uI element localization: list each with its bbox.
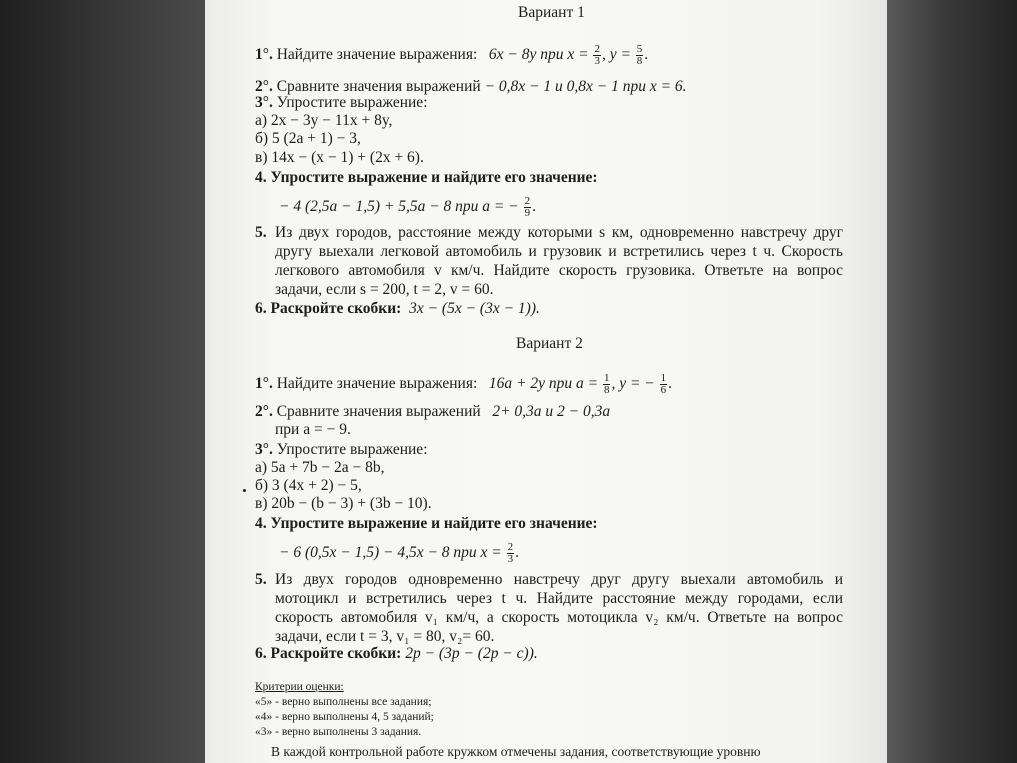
v2-task-2 <box>255 403 610 421</box>
task-expression: − 4 (2,5a − 1,5) + 5,5a − 8 при a = − <box>279 198 519 216</box>
footer-note: В каждой контрольной работе кружком отмечены задания, соответствующие уровню <box>271 744 761 759</box>
v1-task-3a: а) 2x − 3y − 11x + 8y, <box>255 112 393 129</box>
task-label: Найдите значение выражения: <box>276 375 478 393</box>
task-number: 2°. <box>255 78 273 95</box>
background-left <box>0 0 205 763</box>
v1-task-3 <box>255 94 428 112</box>
fraction: $\frac{1}{8}$ <box>603 372 610 396</box>
task-expression: 3x − (5x − (3x − 1)). <box>409 300 540 317</box>
task-number: 4. <box>255 515 267 532</box>
ink-dot <box>243 489 246 492</box>
v1-task-5-line-2: другу выехали легковой автомобиль и грузовик и встретились через t ч. Скорость <box>275 243 843 260</box>
fraction: $\frac{2}{9}$ <box>524 195 531 219</box>
task-number: 1°. <box>255 46 273 64</box>
v1-task-3b: б) 5 (2a + 1) − 3, <box>255 130 361 147</box>
task-expression: − 0,8x − 1 и 0,8x − 1 при x = 6. <box>484 78 687 95</box>
v2-task-5-line-2: мотоцикл и встретились через t ч. Найдите расстояние между городами, если <box>275 590 843 607</box>
v1-task-5-line-1: Из двух городов, расстояние между которыми s км, одновременно навстречу друг <box>275 224 843 241</box>
v2-task-3b: б) 3 (4x + 2) − 5, <box>255 477 362 494</box>
task-label: Упростите выражение и найдите его значение: <box>270 515 598 532</box>
task-label: Раскройте скобки: <box>270 300 402 317</box>
v1-task-4-expression <box>279 196 536 219</box>
task-expression-mid: , y = − <box>611 375 655 393</box>
task-label: Сравните значения выражений <box>276 78 481 95</box>
v2-task-5-line-1: Из двух городов одновременно навстречу друг другу выехали автомобиль и <box>275 571 843 588</box>
task-number: 6. <box>255 645 267 662</box>
task-label: Упростите выражение: <box>276 94 428 111</box>
task-label: Найдите значение выражения: <box>276 46 478 64</box>
v1-task-5-line-4: задачи, если s = 200, t = 2, v = 60. <box>275 281 494 298</box>
task-label: Сравните значения выражений <box>276 403 481 420</box>
task-number: 2°. <box>255 403 273 420</box>
fraction: $\frac{2}{3}$ <box>507 541 514 565</box>
task-number: 3°. <box>255 441 273 458</box>
variant-1-title: Вариант 1 <box>518 4 585 21</box>
fraction: $\frac{2}{3}$ <box>594 43 600 67</box>
task-number: 6. <box>255 300 267 317</box>
v1-task-6 <box>255 300 540 318</box>
task-expression: 16a + 2y при a = <box>488 375 599 393</box>
document-sheet <box>205 0 887 763</box>
task-number: 5. <box>255 571 267 588</box>
task-label: Раскройте скобки: <box>270 645 402 662</box>
task-expression-mid: , y = <box>601 46 631 64</box>
variant-2-title: Вариант 2 <box>516 335 583 352</box>
task-expression: 2p − (3p − (2p − c)). <box>405 645 538 662</box>
v2-task-1 <box>255 373 672 396</box>
task-expression: − 6 (0,5x − 1,5) − 4,5x − 8 при x = <box>279 544 502 562</box>
v1-task-5-line-3: легкового автомобиля v км/ч. Найдите скорость грузовика. Ответьте на вопрос <box>275 262 843 279</box>
v1-task-4 <box>255 169 598 187</box>
v1-task-5 <box>255 224 267 242</box>
task-number: 3°. <box>255 94 273 111</box>
task-number: 1°. <box>255 375 273 393</box>
task-label: Упростите выражение: <box>276 441 428 458</box>
criteria-grade-5: «5» - верно выполнены все задания; <box>255 696 432 708</box>
task-number: 4. <box>255 169 267 186</box>
v2-task-5-line-3: скорость автомобиля v₁ км/ч, а скорость мотоцикла v₂ км/ч. Ответьте на вопрос <box>275 609 843 626</box>
v2-task-3a: а) 5a + 7b − 2a − 8b, <box>255 459 385 476</box>
task-expression: 6x − 8y при x = <box>488 46 589 64</box>
v1-task-3c: в) 14x − (x − 1) + (2x + 6). <box>255 149 424 166</box>
task-expression: 2+ 0,3a и 2 − 0,3a <box>492 403 611 420</box>
task-expression-end: . <box>644 46 649 64</box>
task-number: 5. <box>255 224 267 241</box>
fraction: $\frac{1}{6}$ <box>660 372 667 396</box>
v2-task-2-line-2: при a = − 9. <box>275 421 351 438</box>
task-expression-end: . <box>668 375 672 393</box>
v2-task-4 <box>255 515 598 533</box>
criteria-title: Критерии оценки: <box>255 681 344 693</box>
background-right <box>887 0 1017 763</box>
fraction: $\frac{5}{8}$ <box>636 43 643 67</box>
v2-task-5 <box>255 571 267 589</box>
task-label: Упростите выражение и найдите его значение: <box>270 169 598 186</box>
v2-task-6 <box>255 645 538 663</box>
task-expression-end: . <box>515 544 520 562</box>
v2-task-5-line-4: задачи, если t = 3, v₁ = 80, v₂= 60. <box>275 628 495 645</box>
v2-task-4-expression <box>279 542 519 565</box>
v2-task-3c: в) 20b − (b − 3) + (3b − 10). <box>255 495 432 512</box>
task-expression-end: . <box>532 198 536 216</box>
v1-task-1 <box>255 44 648 67</box>
v2-task-3 <box>255 441 428 459</box>
criteria-grade-4: «4» - верно выполнены 4, 5 заданий; <box>255 711 434 723</box>
criteria-grade-3: «3» - верно выполнены 3 задания. <box>255 726 422 738</box>
